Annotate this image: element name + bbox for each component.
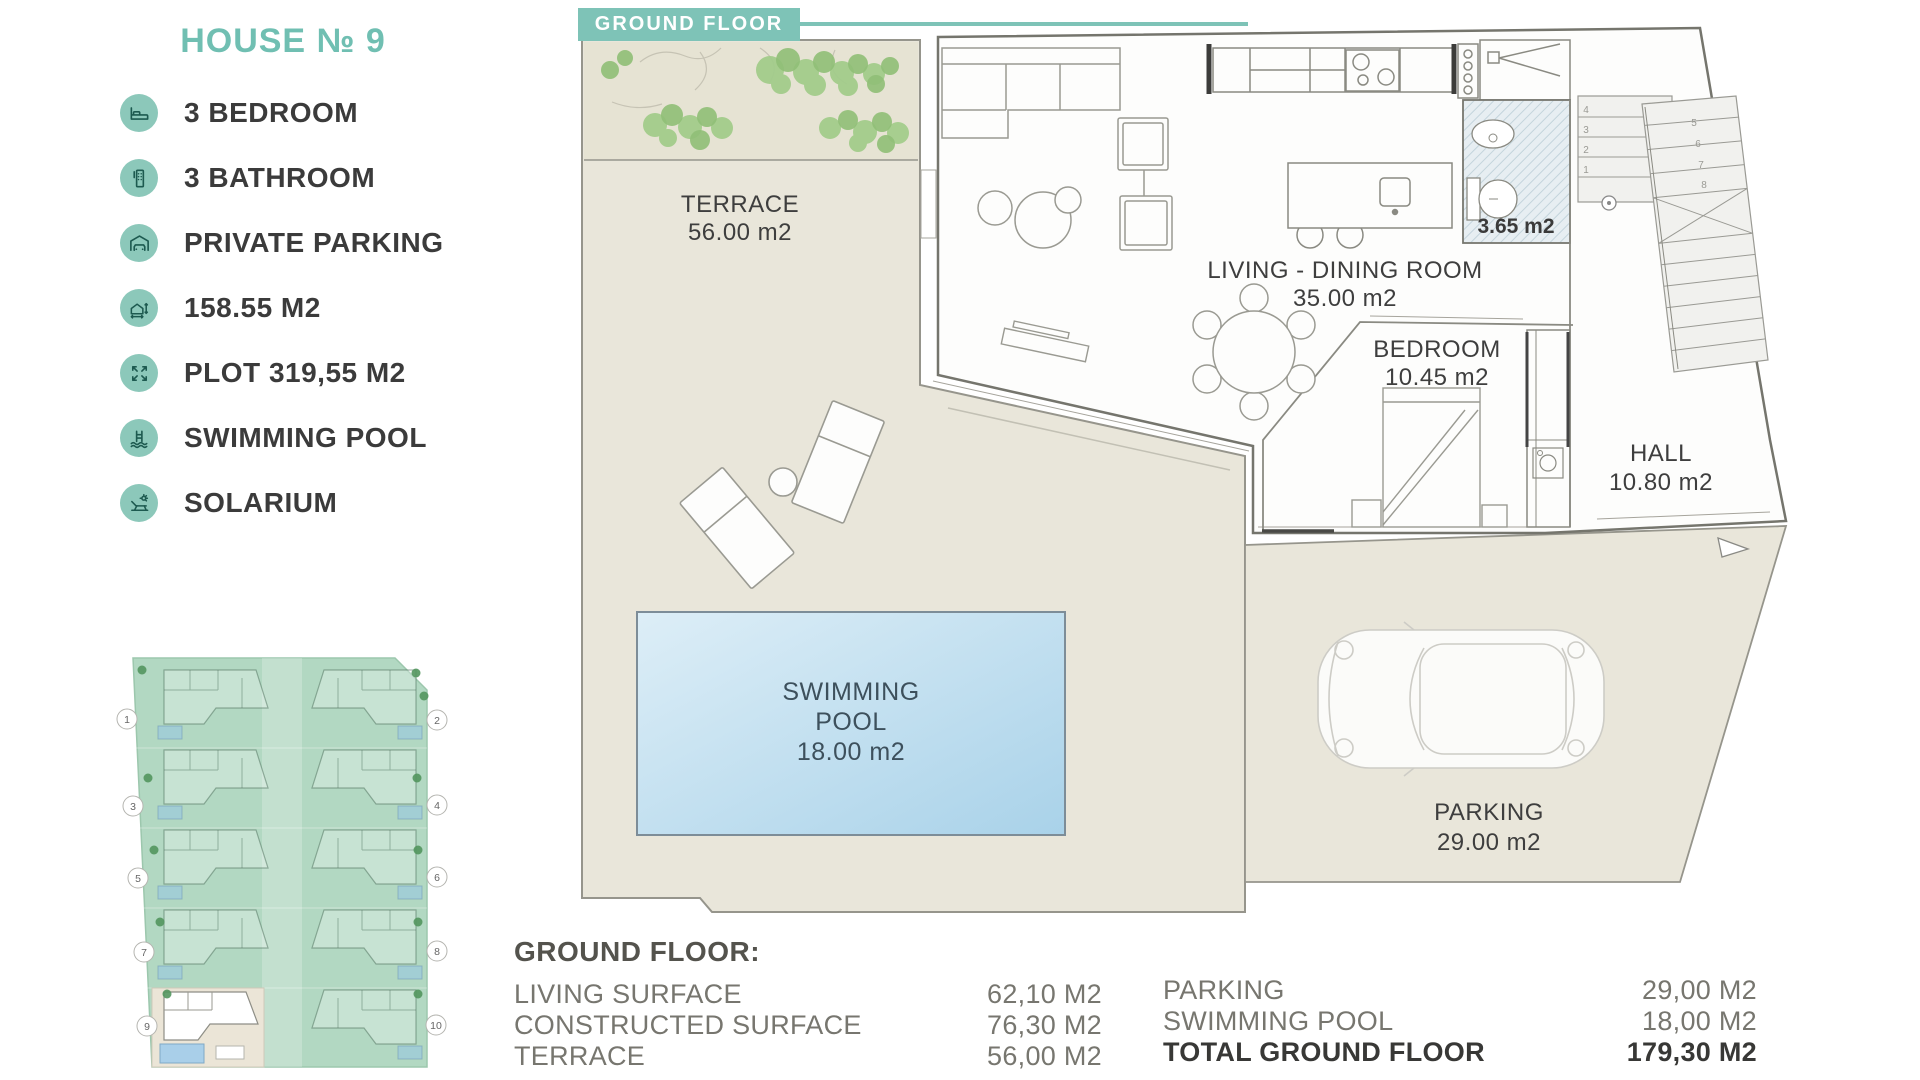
summary-total-row (1163, 1037, 1757, 1068)
feature-item-pool (120, 419, 444, 457)
plot9-car (216, 1046, 244, 1059)
summary-label: LIVING SURFACE (514, 979, 742, 1009)
summary-left-block (514, 936, 1102, 1072)
stair-step-number: 6 (1695, 139, 1701, 150)
summary-label: TOTAL GROUND FLOOR (1163, 1037, 1485, 1067)
summary-row (514, 979, 1102, 1010)
feature-item-bedrooms (120, 94, 444, 132)
summary-row (514, 1041, 1102, 1072)
summary-row (1163, 975, 1757, 1006)
summary-heading: GROUND FLOOR: (514, 936, 761, 967)
stair-step-number: 4 (1583, 105, 1589, 116)
feature-label: SOLARIUM (184, 487, 338, 518)
feature-item-bathrooms (120, 159, 444, 197)
feature-item-parking (120, 224, 444, 262)
stair-step-number: 2 (1583, 145, 1589, 156)
pool-label-line2: POOL (815, 708, 887, 736)
summary-value: 56,00 M2 (987, 1041, 1102, 1071)
summary-label: CONSTRUCTED SURFACE (514, 1010, 862, 1040)
stair-step-number: 7 (1698, 160, 1704, 171)
feature-label: 158.55 M2 (184, 292, 321, 323)
plot-expand-icon (120, 354, 158, 392)
plot-number: 9 (144, 1021, 150, 1033)
summary-value: 76,30 M2 (987, 1010, 1102, 1040)
plot9-pool (160, 1044, 204, 1063)
plot-number: 10 (430, 1020, 442, 1032)
plot-number: 8 (434, 946, 440, 958)
plot-number: 1 (124, 714, 130, 726)
summary-value: 18,00 M2 (1642, 1006, 1757, 1036)
nightstand (1352, 500, 1381, 527)
shower-icon (120, 159, 158, 197)
summary-value: 62,10 M2 (987, 979, 1102, 1009)
bedroom-area-label: 10.45 m2 (1384, 364, 1490, 391)
nightstand (1482, 505, 1507, 527)
page-title: HOUSE № 9 (180, 22, 386, 60)
area-icon (120, 289, 158, 327)
plot-number: 5 (135, 873, 141, 885)
summary-label: SWIMMING POOL (1163, 1006, 1394, 1036)
site-plan (112, 648, 452, 1080)
bed-icon (120, 94, 158, 132)
pool-label-line1: SWIMMING (782, 678, 920, 706)
bedroom-label: BEDROOM (1373, 336, 1501, 363)
summary-row (1163, 1006, 1757, 1037)
feature-label: SWIMMING POOL (184, 422, 427, 453)
living-room-area-label: 35.00 m2 (1292, 285, 1398, 312)
hall-area-label: 10.80 m2 (1608, 469, 1714, 496)
summary-right-block (1163, 975, 1757, 1068)
dining-chair (1240, 284, 1268, 312)
summary-label: PARKING (1163, 975, 1285, 1005)
bathroom-area-label: 3.65 m2 (1477, 215, 1555, 238)
hall-label: HALL (1629, 440, 1693, 467)
solarium-icon (120, 484, 158, 522)
plot-number: 7 (141, 947, 147, 959)
plot-number: 3 (130, 801, 136, 813)
car (1318, 622, 1604, 776)
toilet (1467, 178, 1480, 220)
stair-step-number: 8 (1701, 180, 1707, 191)
pool-area-label: 18.00 m2 (796, 738, 906, 766)
pool-ladder-icon (120, 419, 158, 457)
summary-value: 29,00 M2 (1642, 975, 1757, 1005)
plot-number: 4 (434, 800, 440, 812)
feature-item-built-area (120, 289, 444, 327)
feature-item-plot (120, 354, 444, 392)
living-room-label: LIVING - DINING ROOM (1207, 257, 1483, 284)
feature-label: PRIVATE PARKING (184, 227, 444, 258)
feature-list (120, 94, 444, 549)
summary-row (514, 1010, 1102, 1041)
plot-number: 2 (434, 715, 440, 727)
garage-icon (120, 224, 158, 262)
feature-item-solarium (120, 484, 444, 522)
west-window (921, 170, 936, 238)
summary-label: TERRACE (514, 1041, 646, 1071)
stair-step-number: 3 (1583, 125, 1589, 136)
side-table (769, 468, 797, 496)
highlighted-plot-9 (152, 988, 264, 1067)
terrace-label: TERRACE (680, 191, 800, 218)
parking-label: PARKING (1434, 799, 1544, 826)
dining-chair (1240, 392, 1268, 420)
summary-value: 179,30 M2 (1626, 1037, 1757, 1067)
dining-table (1213, 311, 1295, 393)
floor-banner: GROUND FLOOR (578, 8, 800, 41)
feature-label: PLOT 319,55 M2 (184, 357, 406, 388)
feature-label: 3 BEDROOM (184, 97, 359, 128)
plot-number: 6 (434, 872, 440, 884)
terrace-area-label: 56.00 m2 (687, 219, 793, 246)
garden-bed (584, 42, 918, 160)
parking-area-label: 29.00 m2 (1436, 829, 1542, 856)
stair-step-number: 1 (1583, 165, 1589, 176)
feature-label: 3 BATHROOM (184, 162, 376, 193)
stair-step-number: 5 (1691, 118, 1697, 129)
